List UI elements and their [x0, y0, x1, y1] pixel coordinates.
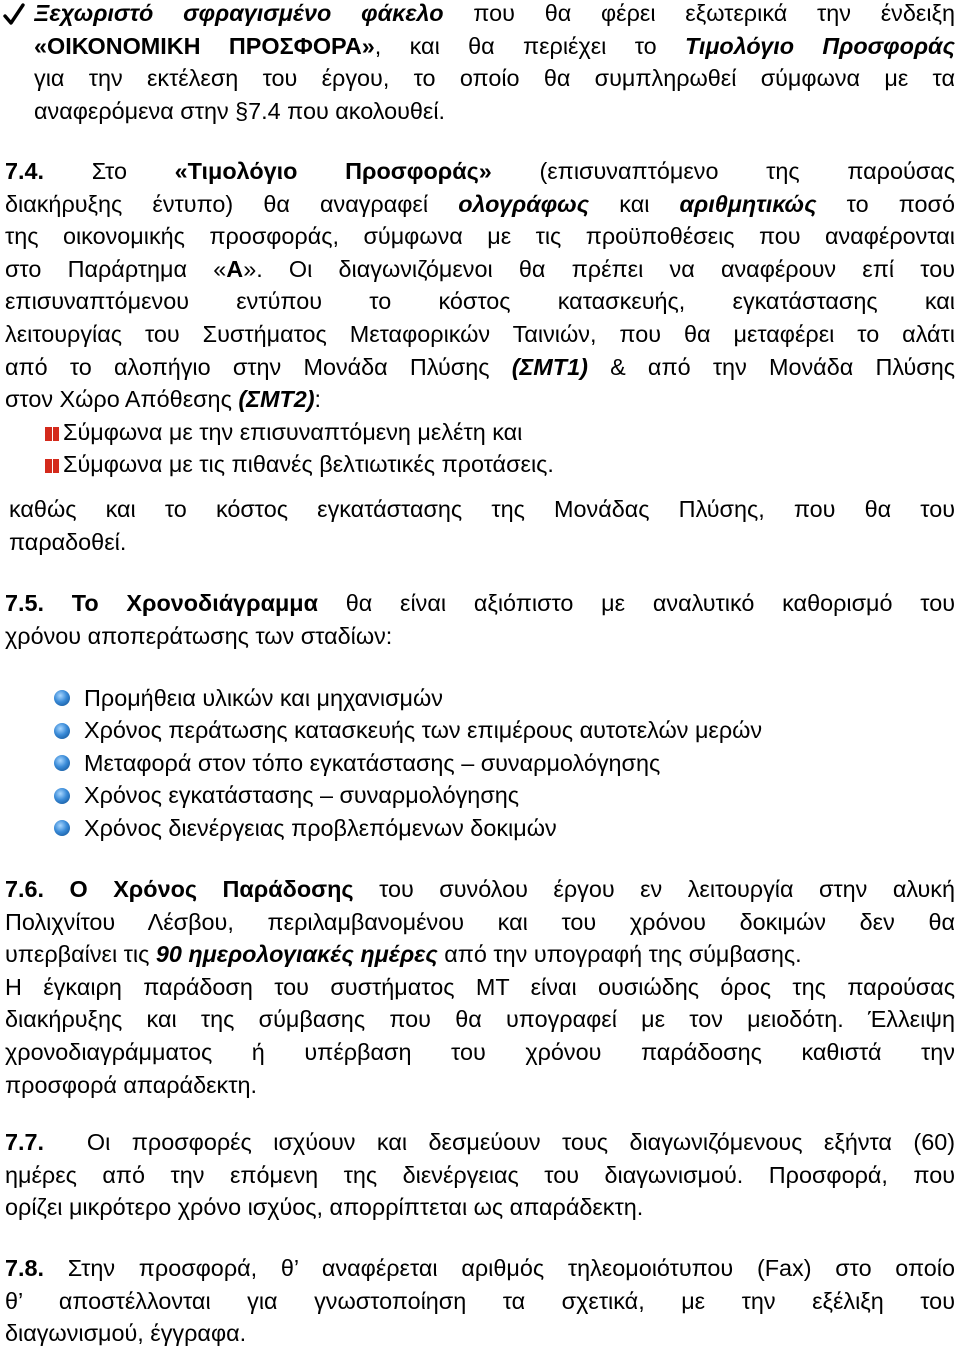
s74-line-7: από το αλοπήγιο στην Μονάδα Πλύσης (ΣΜΤ1) & από την Μονάδα Πλύσης	[5, 353, 955, 380]
s77-line-3: ορίζει μικρότερο χρόνο ισχύος, απορρίπτεται ως απαράδεκτη.	[5, 1194, 644, 1221]
s74-list-item: Σύμφωνα με τις πιθανές βελτιωτικές προτάσεις.	[5, 448, 955, 481]
list-item: Μεταφορά στον τόπο εγκατάστασης – συναρμολόγησης	[54, 747, 954, 780]
section-7-7	[5, 1126, 955, 1224]
s78-line-2: θ’ αποστέλλονται για γνωστοποίηση τα σχετικά, με την εξέλιξη του	[5, 1287, 955, 1314]
s78-line-3: διαγωνισμού, έγγραφα.	[5, 1320, 247, 1347]
s74-line-1: 7.4. Στο «Τιμολόγιο Προσφοράς» (επισυναπτόμενο της παρούσας	[5, 158, 955, 184]
blue-ball-bullet-icon	[54, 788, 70, 804]
s75-line-2: χρόνου αποπεράτωσης των σταδίων:	[5, 622, 393, 649]
s76-line-6: χρονοδιαγράμματος ή υπέρβαση του χρόνου παράδοσης καθιστά την	[5, 1038, 955, 1065]
s77-line-2: ημέρες από την επόμενη της διενέργειας του διαγωνισμού. Προσφορά, που	[5, 1161, 955, 1188]
red-square-bullet-icon	[45, 427, 59, 441]
intro-line-1: Ξεχωριστό σφραγισμένο φάκελο που θα φέρει εξωτερικά την ένδειξη	[34, 0, 955, 26]
list-item: Χρόνος διενέργειας προβλεπόμενων δοκιμών	[54, 812, 954, 845]
s77-line-1: 7.7. Οι προσφορές ισχύουν και δεσμεύουν τους διαγωνιζόμενους εξήντα (60)	[5, 1129, 955, 1155]
s75-bullet-list	[54, 682, 954, 845]
s76-line-3: υπερβαίνει τις 90 ημερολογιακές ημέρες από την υπογραφή της σύμβασης.	[5, 941, 802, 968]
s74-after	[9, 493, 955, 558]
blue-ball-bullet-icon	[54, 690, 70, 706]
section-7-5	[5, 587, 955, 652]
section-7-8	[5, 1252, 955, 1350]
checkmark-icon	[3, 2, 25, 28]
s76-line-5: διακήρυξης και της σύμβασης που θα υπογραφεί με τον μειοδότη. Έλλειψη	[5, 1006, 955, 1033]
intro-line-3: για την εκτέλεση του έργου, το οποίο θα συμπληρωθεί σύμφωνα με τα	[34, 65, 955, 92]
s76-line-7: προσφορά απαράδεκτη.	[5, 1071, 257, 1098]
s76-line-2: Πολιχνίτου Λέσβου, περιλαμβανομένου και του χρόνου δοκιμών δεν θα	[5, 908, 955, 935]
s74-line-8: στον Χώρο Απόθεσης (ΣΜΤ2):	[5, 386, 322, 413]
red-square-bullet-icon	[45, 459, 59, 473]
s74-after-line-2: παραδοθεί.	[9, 528, 127, 555]
s74-line-3: της οικονομικής προσφοράς, σύμφωνα με τις προϋποθέσεις που αναφέρονται	[5, 223, 955, 250]
s75-line-1: 7.5. Το Χρονοδιάγραμμα θα είναι αξιόπιστο με αναλυτικό καθορισμό του	[5, 590, 955, 616]
blue-ball-bullet-icon	[54, 755, 70, 771]
s74-line-6: λειτουργίας του Συστήματος Μεταφορικών Ταινιών, που θα μεταφέρει το αλάτι	[5, 320, 955, 347]
list-item: Χρόνος εγκατάστασης – συναρμολόγησης	[54, 780, 954, 813]
intro-line-2: «ΟΙΚΟΝΟΜΙΚΗ ΠΡΟΣΦΟΡΑ», και θα περιέχει το Τιμολόγιο Προσφοράς	[34, 32, 955, 59]
s74-line-2: διακήρυξης έντυπο) θα αναγραφεί ολογράφως και αριθμητικώς το ποσό	[5, 190, 955, 217]
s78-line-1: 7.8. Στην προσφορά, θ’ αναφέρεται αριθμός τηλεομοιότυπου (Fax) στο οποίο	[5, 1255, 955, 1281]
section-7-4	[5, 155, 955, 481]
s76-line-1: 7.6. Ο Χρόνος Παράδοσης του συνόλου έργου εν λειτουργία στην αλυκή	[5, 876, 955, 902]
list-item: Προμήθεια υλικών και μηχανισμών	[54, 682, 954, 715]
s74-line-5: επισυναπτόμενου εντύπου το κόστος κατασκευής, εγκατάστασης και	[5, 288, 955, 315]
list-item: Χρόνος περάτωσης κατασκευής των επιμέρους αυτοτελών μερών	[54, 715, 954, 748]
s74-after-line-1: καθώς και το κόστος εγκατάστασης της Μονάδας Πλύσης, που θα του	[9, 496, 955, 522]
s74-list-item: Σύμφωνα με την επισυναπτόμενη μελέτη και	[5, 416, 955, 449]
s76-line-4: Η έγκαιρη παράδοση του συστήματος ΜΤ είναι ουσιώδης όρος της παρούσας	[5, 973, 955, 1000]
intro-line-4: αναφερόμενα στην §7.4 που ακολουθεί.	[34, 97, 446, 124]
blue-ball-bullet-icon	[54, 820, 70, 836]
section-7-6	[5, 873, 955, 1101]
blue-ball-bullet-icon	[54, 723, 70, 739]
s74-line-4: στο Παράρτημα «Α». Οι διαγωνιζόμενοι θα πρέπει να αναφέρουν επί του	[5, 255, 955, 282]
intro-paragraph	[34, 0, 955, 127]
